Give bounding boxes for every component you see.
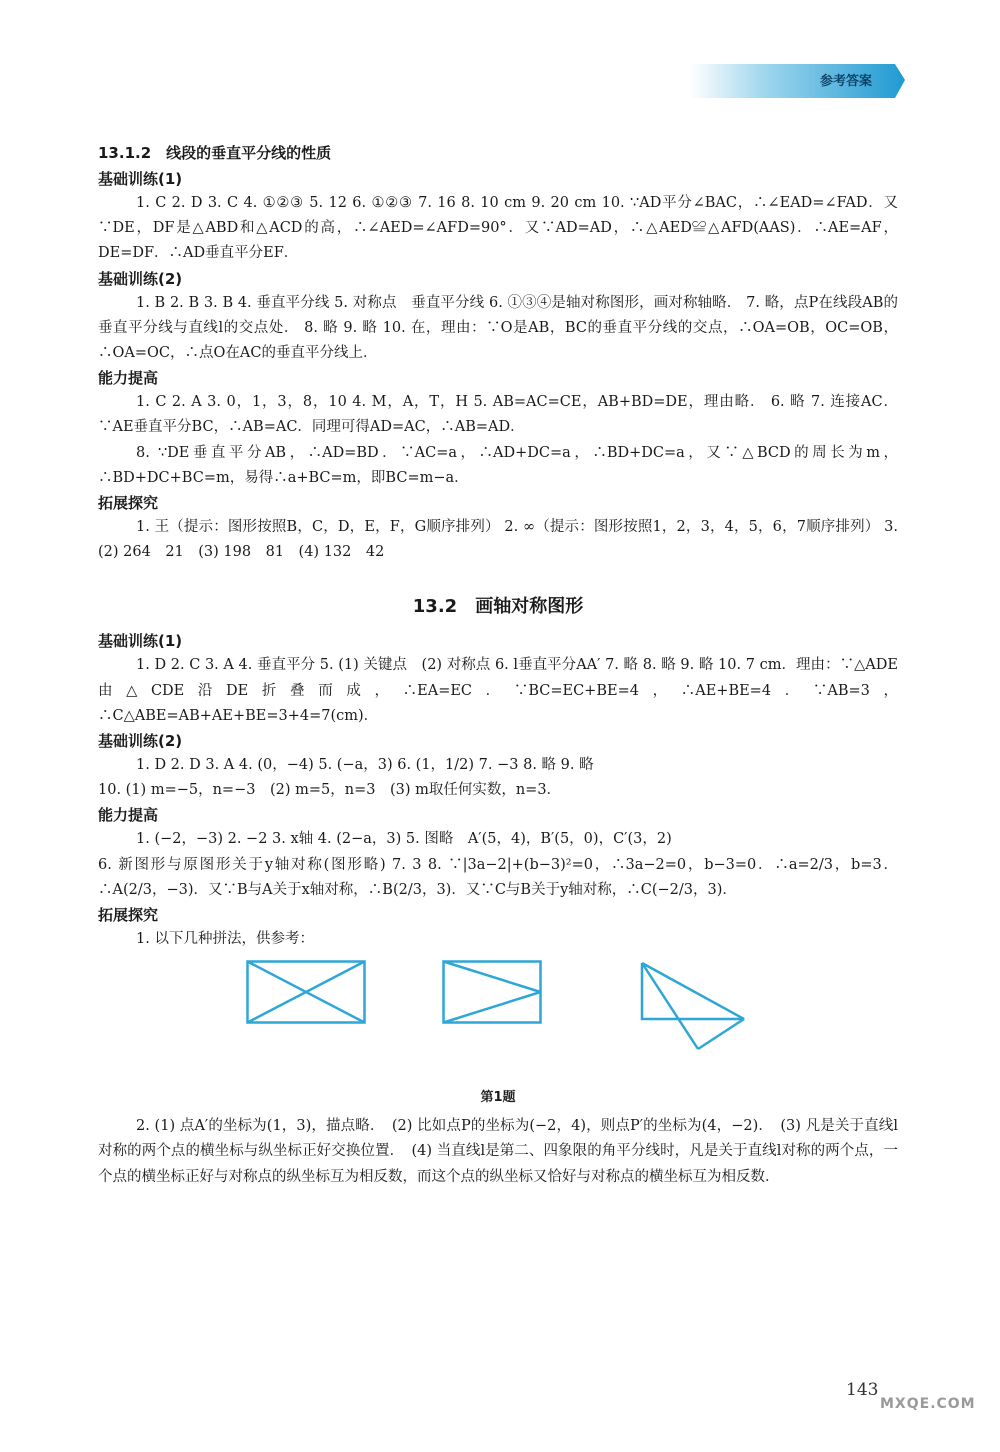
answer-paragraph: 1. C 2. D 3. C 4. ①②③ 5. 12 6. ①②③ 7. 16 8. 10 cm 9. 20 cm 10. ∵AD平分∠BAC，∴∠EAD=∠FAD．又∵DE，DF是△ABD和△ACD的高，∴∠AED=∠AFD=90°．又∵AD=AD，∴△AED≌△AFD(AAS)．∴AE=AF，DE=DF．∴AD垂直平分EF． — [98, 195, 898, 262]
answer-paragraph: 1. C 2. A 3. 0，1，3，8，10 4. M，A，T，H 5. AB=AC=CE，AB+BD=DE，理由略． 6. 略 7. 连接AC．∵AE垂直平分BC，∴AB=AC．同理可得AD=AC，∴AB=AD． — [98, 394, 898, 436]
figure-rect-bowtie — [246, 960, 366, 1024]
subsection-title: 基础训练(2) — [98, 732, 183, 751]
answer-paragraph: 10. (1) m=−5，n=−3 (2) m=5，n=3 (3) m取任何实数，n=3． — [98, 782, 562, 799]
answer-paragraph: 1. 以下几种拼法，供参考： — [136, 931, 314, 948]
answer-paragraph: 8. ∵DE垂直平分AB，∴AD=BD．∵AC=a，∴AD+DC=a，∴BD+DC=a，又∵△BCD的周长为m，∴BD+DC+BC=m，易得∴a+BC=m，即BC=m−a． — [98, 444, 898, 486]
answer-paragraph: 6. 新图形与原图形关于y轴对称(图形略) 7. 3 8. ∵|3a−2|+(b−3)²=0，∴3a−2=0，b−3=0．∴a=2/3，b=3．∴A(2/3，−3)．又∵B与A关于x轴对称，∴B(2/3，3)．又∵C与B关于y轴对称，∴C(−2/3，3)． — [98, 856, 898, 898]
answer-paragraph: 1. D 2. C 3. A 4. 垂直平分 5. (1) 关键点 (2) 对称点 6. l垂直平分AA′ 7. 略 8. 略 9. 略 10. 7 cm．理由：∵△ADE由△CDE沿DE折叠而成，∴EA=EC．∵BC=EC+BE=4，∴AE+BE=4．∵AB=3，∴C△ABE=AB+AE+BE=3+4=7(cm)． — [98, 657, 898, 724]
section-heading: 13.2 画轴对称图形 — [412, 596, 584, 618]
answer-content — [98, 140, 898, 1190]
subsection-title: 拓展探究 — [98, 494, 159, 513]
header-title: 参考答案 — [820, 74, 873, 89]
subsection-title: 能力提高 — [98, 369, 159, 388]
answer-paragraph: 1. (−2，−3) 2. −2 3. x轴 4. (2−a，3) 5. 图略 A′(5，4)，B′(5，0)，C′(3，2) — [136, 831, 672, 848]
answer-paragraph: 1. B 2. B 3. B 4. 垂直平分线 5. 对称点 垂直平分线 6. ①③④是轴对称图形，画对称轴略． 7. 略，点P在线段AB的垂直平分线与直线l的交点处． 8. 略 9. 略 10. 在，理由：∵O是AB，BC的垂直平分线的交点，∴OA=OB，OC=OB，∴OA=OC，∴点O在AC的垂直平分线上． — [98, 294, 898, 362]
subsection-title: 基础训练(1) — [98, 632, 183, 651]
figure-rect-arrow — [442, 960, 542, 1024]
figure-caption: 第1题 — [480, 1090, 516, 1106]
answer-paragraph: 2. (1) 点A′的坐标为(1，3)，描点略． (2) 比如点P的坐标为(−2，4)，则点P′的坐标为(4，−2)． (3) 凡是关于直线l对称的两个点的横坐标与纵坐标正好交换位置． (4) 当直线l是第二、四象限的角平分线时，凡是关于直线l对称的两个点，一个点的横坐标正好与对称点的纵坐标互为相反数，而这个点的纵坐标又恰好与对称点的横坐标互为相反数． — [98, 1118, 898, 1185]
section-heading: 13.1.2 线段的垂直平分线的性质 — [98, 144, 332, 162]
watermark: MXQE.COM — [880, 1396, 976, 1412]
answer-paragraph: 1. D 2. D 3. A 4. (0，−4) 5. (−a，3) 6. (1，1/2) 7. −3 8. 略 9. 略 — [136, 757, 594, 774]
figure-row — [98, 960, 898, 1080]
page-number: 143 — [846, 1380, 879, 1400]
answer-paragraph: 1. 王（提示：图形按照B，C，D，E，F，G顺序排列） 2. ∞（提示：图形按照1，2，3，4，5，6，7顺序排列） 3. (2) 264 21 (3) 198 81 (4) 132 42 — [98, 519, 898, 561]
header-banner — [690, 58, 905, 104]
subsection-title: 能力提高 — [98, 806, 159, 825]
subsection-title: 拓展探究 — [98, 906, 159, 925]
subsection-title: 基础训练(2) — [98, 269, 183, 288]
subsection-title: 基础训练(1) — [98, 170, 183, 188]
figure-triangles — [638, 960, 748, 1052]
